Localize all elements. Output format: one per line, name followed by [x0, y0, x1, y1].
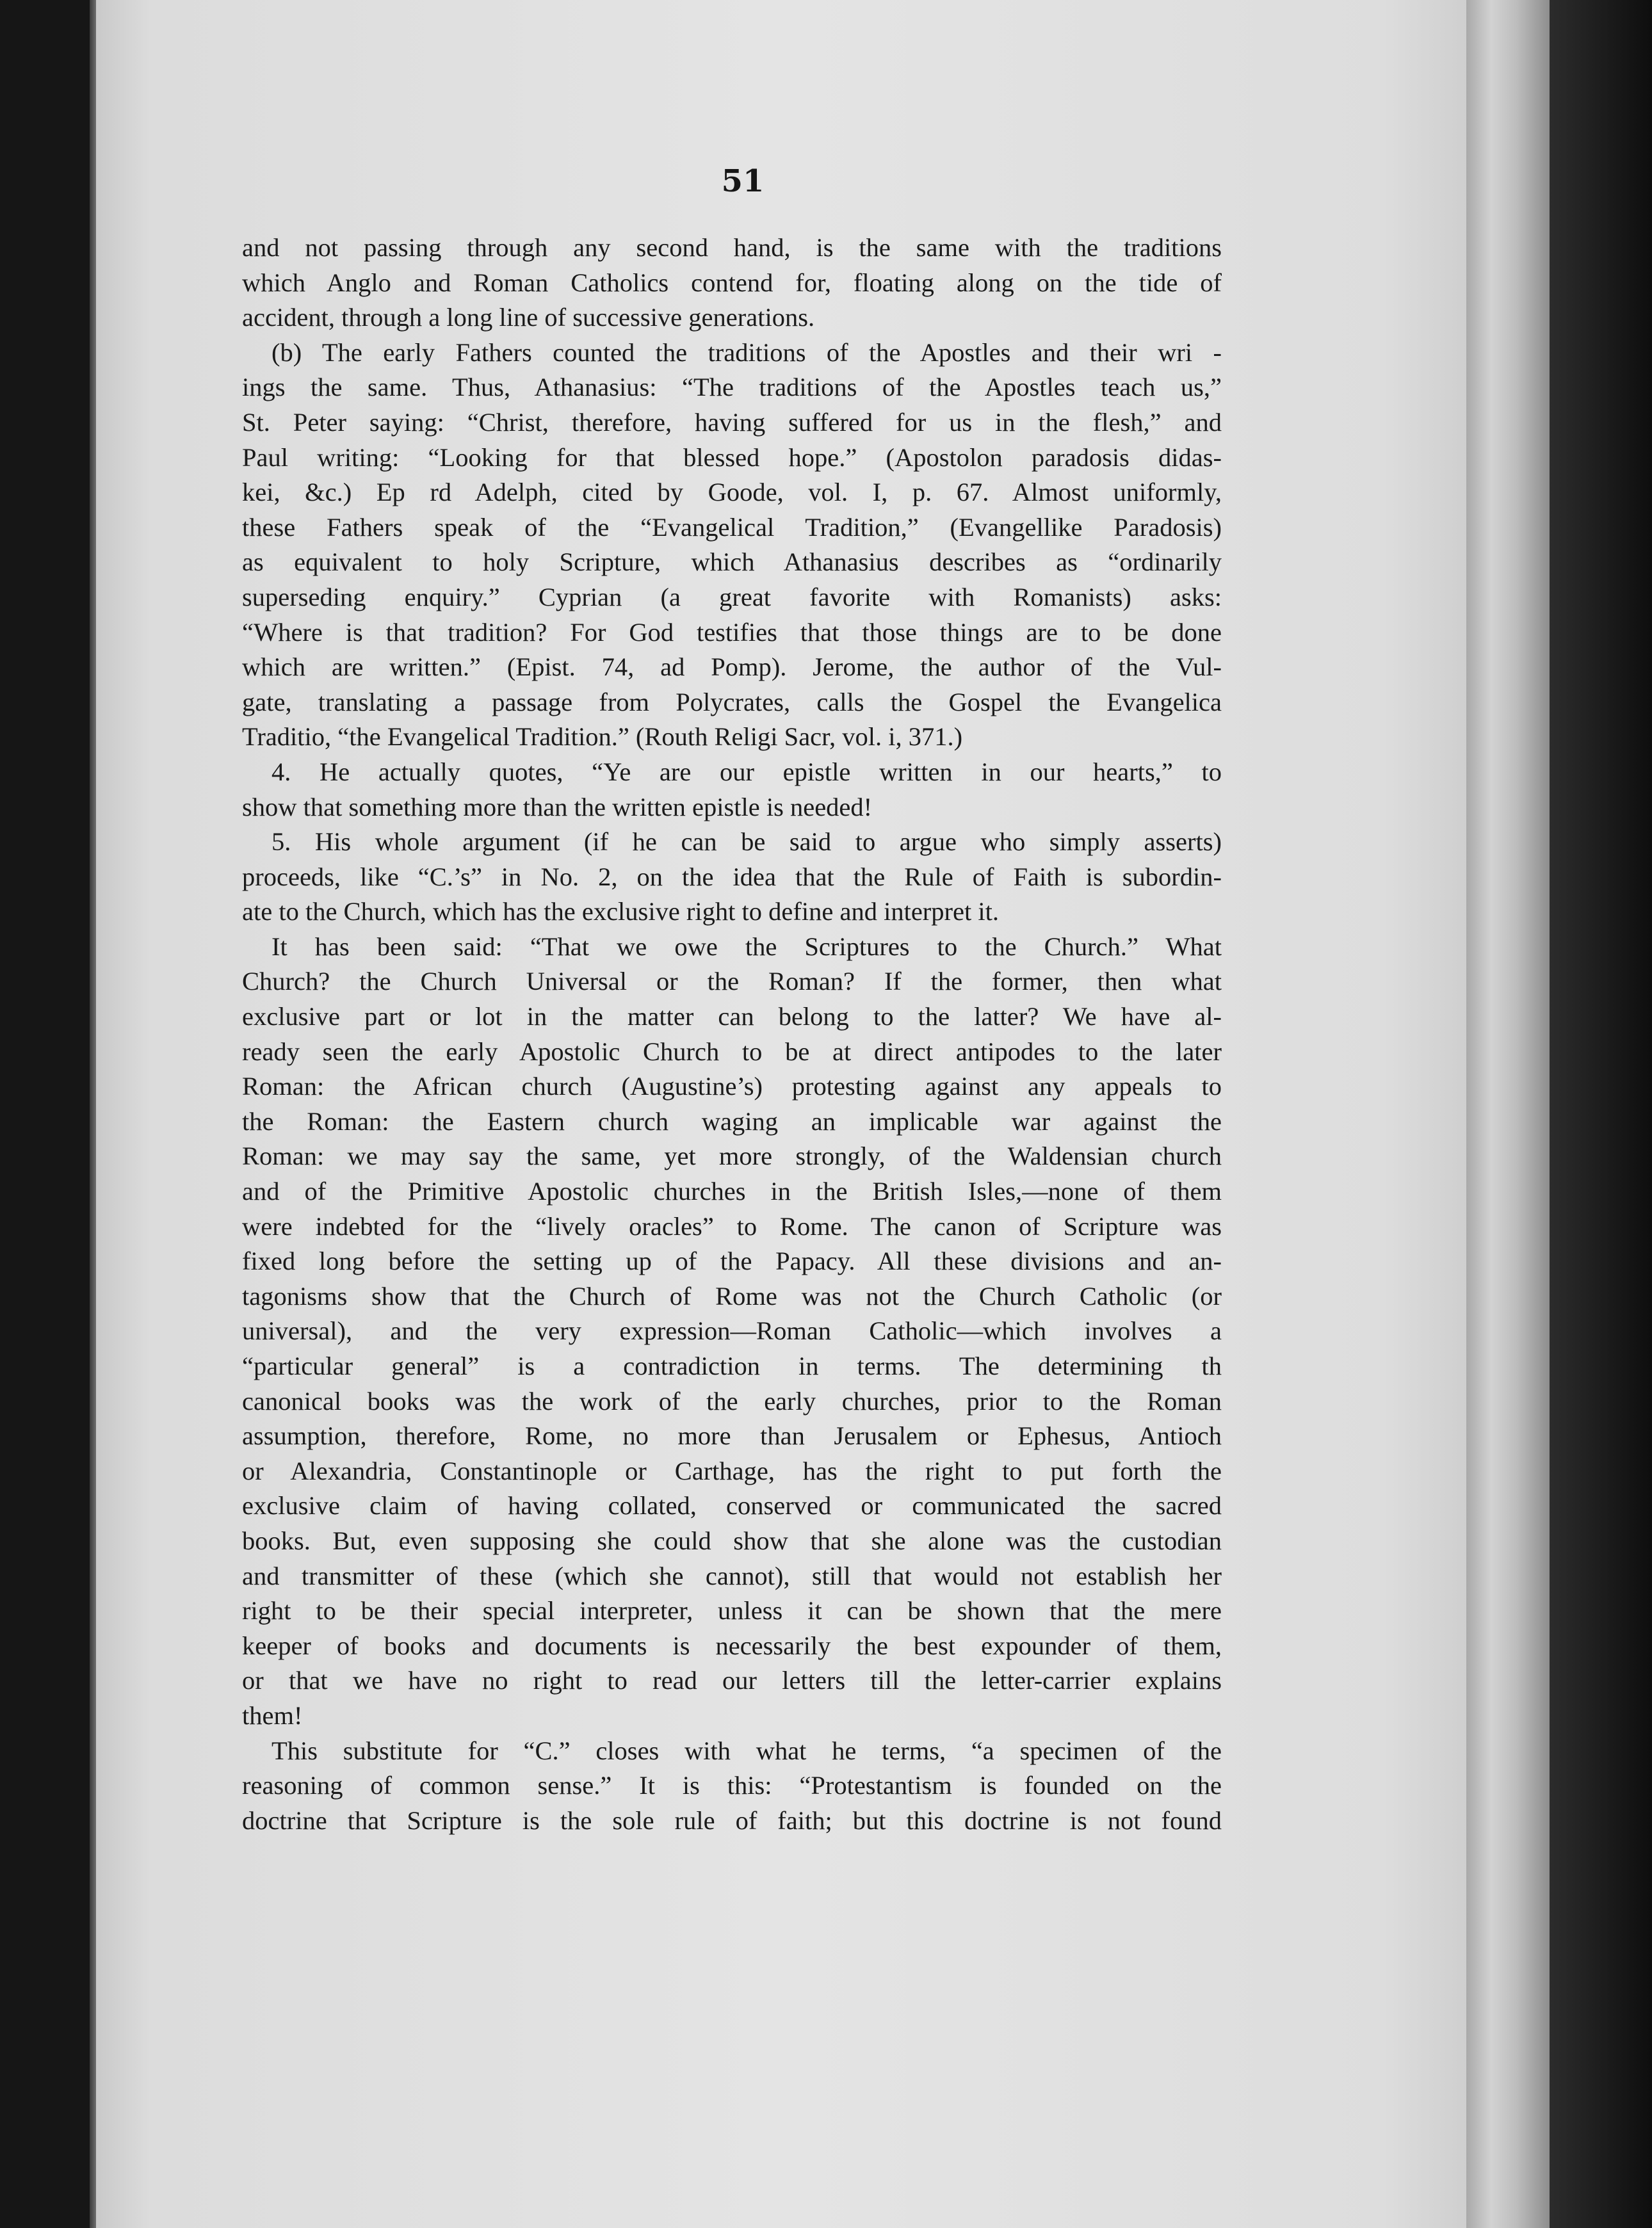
text-line: or that we have no right to read our letters till the letter-carrier explains	[242, 1666, 1222, 1695]
text-line: canonical books was the work of the early churches, prior to the Roman	[242, 1386, 1222, 1416]
text-line: St. Peter saying: “Christ, therefore, having suffered for us in the flesh,” and	[242, 407, 1222, 437]
text-line: and not passing through any second hand, is the same with the traditions	[242, 233, 1222, 262]
page-number: 51	[721, 163, 765, 199]
text-line: Church? the Church Universal or the Roman? If the former, then what	[242, 967, 1222, 996]
page-curl	[1466, 0, 1550, 2228]
text-line: books. But, even supposing she could show that she alone was the custodian	[242, 1526, 1222, 1555]
text-line: show that something more than the written epistle is needed!	[242, 792, 873, 821]
text-line: the Roman: the Eastern church waging an implicable war against the	[242, 1106, 1222, 1136]
text-line: superseding enquiry.” Cyprian (a great favorite with Romanists) asks:	[242, 582, 1222, 611]
text-line: ings the same. Thus, Athanasius: “The traditions of the Apostles teach us,”	[242, 373, 1222, 402]
text-line: and of the Primitive Apostolic churches in the British Isles,—none of them	[242, 1177, 1222, 1206]
text-line: gate, translating a passage from Polycrates, calls the Gospel the Evangelica	[242, 687, 1222, 716]
text-line: keeper of books and documents is necessarily the best expounder of them,	[242, 1631, 1222, 1660]
text-line: “particular general” is a contradiction in terms. The determining th	[242, 1352, 1222, 1380]
text-line: Roman: we may say the same, yet more strongly, of the Waldensian church	[242, 1142, 1222, 1171]
text-line: fixed long before the setting up of the Papacy. All these divisions and an-	[242, 1247, 1222, 1276]
body-text	[242, 230, 1222, 1838]
text-line: accident, through a long line of successive generations.	[242, 303, 815, 332]
text-line: right to be their special interpreter, unless it can be shown that the mere	[242, 1596, 1222, 1626]
text-line: proceeds, like “C.’s” in No. 2, on the idea that the Rule of Faith is subordin-	[242, 862, 1222, 891]
text-line: ready seen the early Apostolic Church to be at direct antipodes to the later	[242, 1037, 1222, 1066]
text-line: or Alexandria, Constantinople or Carthage, has the right to put forth the	[242, 1456, 1222, 1485]
text-line: ate to the Church, which has the exclusive right to define and interpret it.	[242, 897, 1000, 926]
text-line: tagonisms show that the Church of Rome was not the Church Catholic (or	[242, 1281, 1222, 1311]
text-line: these Fathers speak of the “Evangelical Tradition,” (Evangellike Paradosis)	[242, 512, 1222, 542]
text-line: 5. His whole argument (if he can be said to argue who simply asserts)	[271, 827, 1222, 857]
text-line: reasoning of common sense.” It is this: “Protestantism is founded on the	[242, 1771, 1222, 1800]
text-line: universal), and the very expression—Roman Catholic—which involves a	[242, 1316, 1222, 1346]
text-line: them!	[242, 1700, 303, 1730]
text-line: (b) The early Fathers counted the traditions of the Apostles and their wri -	[271, 337, 1222, 367]
page-shadow	[1550, 0, 1652, 2228]
text-line: exclusive claim of having collated, conserved or communicated the sacred	[242, 1491, 1222, 1521]
text-line: doctrine that Scripture is the sole rule of faith; but this doctrine is not found	[242, 1805, 1222, 1835]
text-line: “Where is that tradition? For God testifies that those things are to be done	[242, 617, 1222, 647]
text-line: exclusive part or lot in the matter can belong to the latter? We have al-	[242, 1002, 1222, 1031]
text-line: Roman: the African church (Augustine’s) protesting against any appeals to	[242, 1072, 1222, 1101]
text-line: kei, &c.) Ep rd Adelph, cited by Goode, vol. I, p. 67. Almost uniformly,	[242, 478, 1222, 507]
text-line: 4. He actually quotes, “Ye are our epistle written in our hearts,” to	[271, 757, 1222, 786]
text-line: assumption, therefore, Rome, no more than Jerusalem or Ephesus, Antioch	[242, 1421, 1222, 1451]
text-line: which are written.” (Epist. 74, ad Pomp). Jerome, the author of the Vul-	[242, 652, 1222, 682]
text-line: were indebted for the “lively oracles” to Rome. The canon of Scripture was	[242, 1211, 1222, 1241]
text-line: This substitute for “C.” closes with what he terms, “a specimen of the	[271, 1736, 1222, 1765]
text-line: which Anglo and Roman Catholics contend for, floating along on the tide of	[242, 268, 1222, 297]
text-line: Paul writing: “Looking for that blessed hope.” (Apostolon paradosis didas-	[242, 442, 1222, 472]
text-line: and transmitter of these (which she cannot), still that would not establish her	[242, 1561, 1222, 1590]
text-line: It has been said: “That we owe the Scriptures to the Church.” What	[271, 932, 1222, 961]
text-line: as equivalent to holy Scripture, which Athanasius describes as “ordinarily	[242, 547, 1222, 577]
text-line: Traditio, “the Evangelical Tradition.” (Routh Religi Sacr, vol. i, 371.)	[242, 722, 963, 752]
